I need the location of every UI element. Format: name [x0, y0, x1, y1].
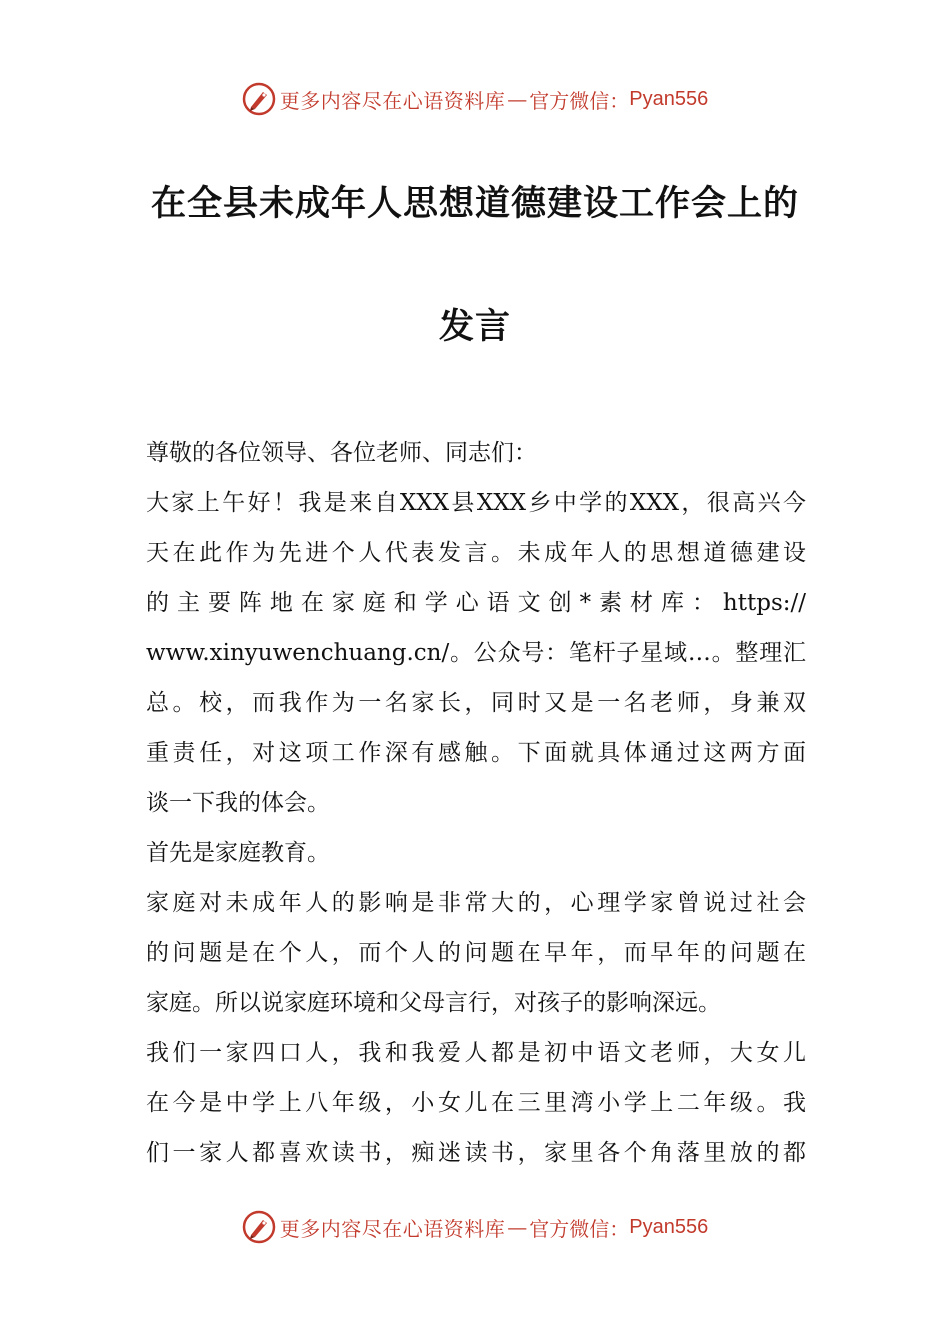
document-title-line-1: 在全县未成年人思想道德建设工作会上的	[150, 184, 799, 224]
watermark-dash: —	[507, 87, 528, 111]
body-line: 尊敬的各位领导、各位老师、同志们：	[146, 440, 537, 466]
body-line: 我们一家四口人，我和我爱人都是初中语文老师，大女儿	[146, 1040, 806, 1066]
body-line: 家庭。所以说家庭环境和父母言行，对孩子的影响深远。	[146, 990, 721, 1016]
body-line: 家庭对未成年人的影响是非常大的，心理学家曾说过社会	[146, 890, 806, 916]
document-body	[146, 428, 806, 1178]
watermark-wechat-label: 官方微信：	[529, 1216, 630, 1241]
watermark-dash: —	[507, 1215, 528, 1239]
document-title-line-2: 发言	[438, 307, 511, 347]
watermark-wechat-label: 官方微信：	[529, 88, 630, 113]
body-line: 天在此作为先进个人代表发言。未成年人的思想道德建设	[146, 540, 806, 566]
body-line: 的主要阵地在家庭和学心语文创*素材库：https://	[146, 590, 806, 616]
watermark-footer	[0, 1210, 950, 1244]
pen-nib-logo-icon	[242, 82, 276, 116]
body-line: 重责任，对这项工作深有感触。下面就具体通过这两方面	[146, 740, 806, 766]
body-line: 首先是家庭教育。	[146, 840, 330, 866]
watermark-text: 更多内容尽在心语资料库	[279, 1216, 506, 1241]
body-line: 大家上午好！我是来自XXX县XXX乡中学的XXX，很高兴今	[146, 490, 806, 516]
body-line: 总。校，而我作为一名家长，同时又是一名老师，身兼双	[146, 690, 806, 716]
pen-nib-logo-icon	[242, 1210, 276, 1244]
body-line: 谈一下我的体会。	[146, 790, 330, 816]
body-line: 在今是中学上八年级，小女儿在三里湾小学上二年级。我	[146, 1090, 806, 1116]
body-line: 的问题是在个人，而个人的问题在早年，而早年的问题在	[146, 940, 806, 966]
watermark-wechat-id: Pyan556	[629, 1215, 709, 1238]
watermark-text: 更多内容尽在心语资料库	[279, 88, 506, 113]
watermark-wechat-id: Pyan556	[629, 87, 709, 110]
body-line: www.xinyuwenchuang.cn/。公众号：笔杆子星域…。整理汇	[146, 640, 806, 666]
watermark-header	[0, 82, 950, 116]
body-line: 们一家人都喜欢读书，痴迷读书，家里各个角落里放的都	[146, 1140, 806, 1166]
